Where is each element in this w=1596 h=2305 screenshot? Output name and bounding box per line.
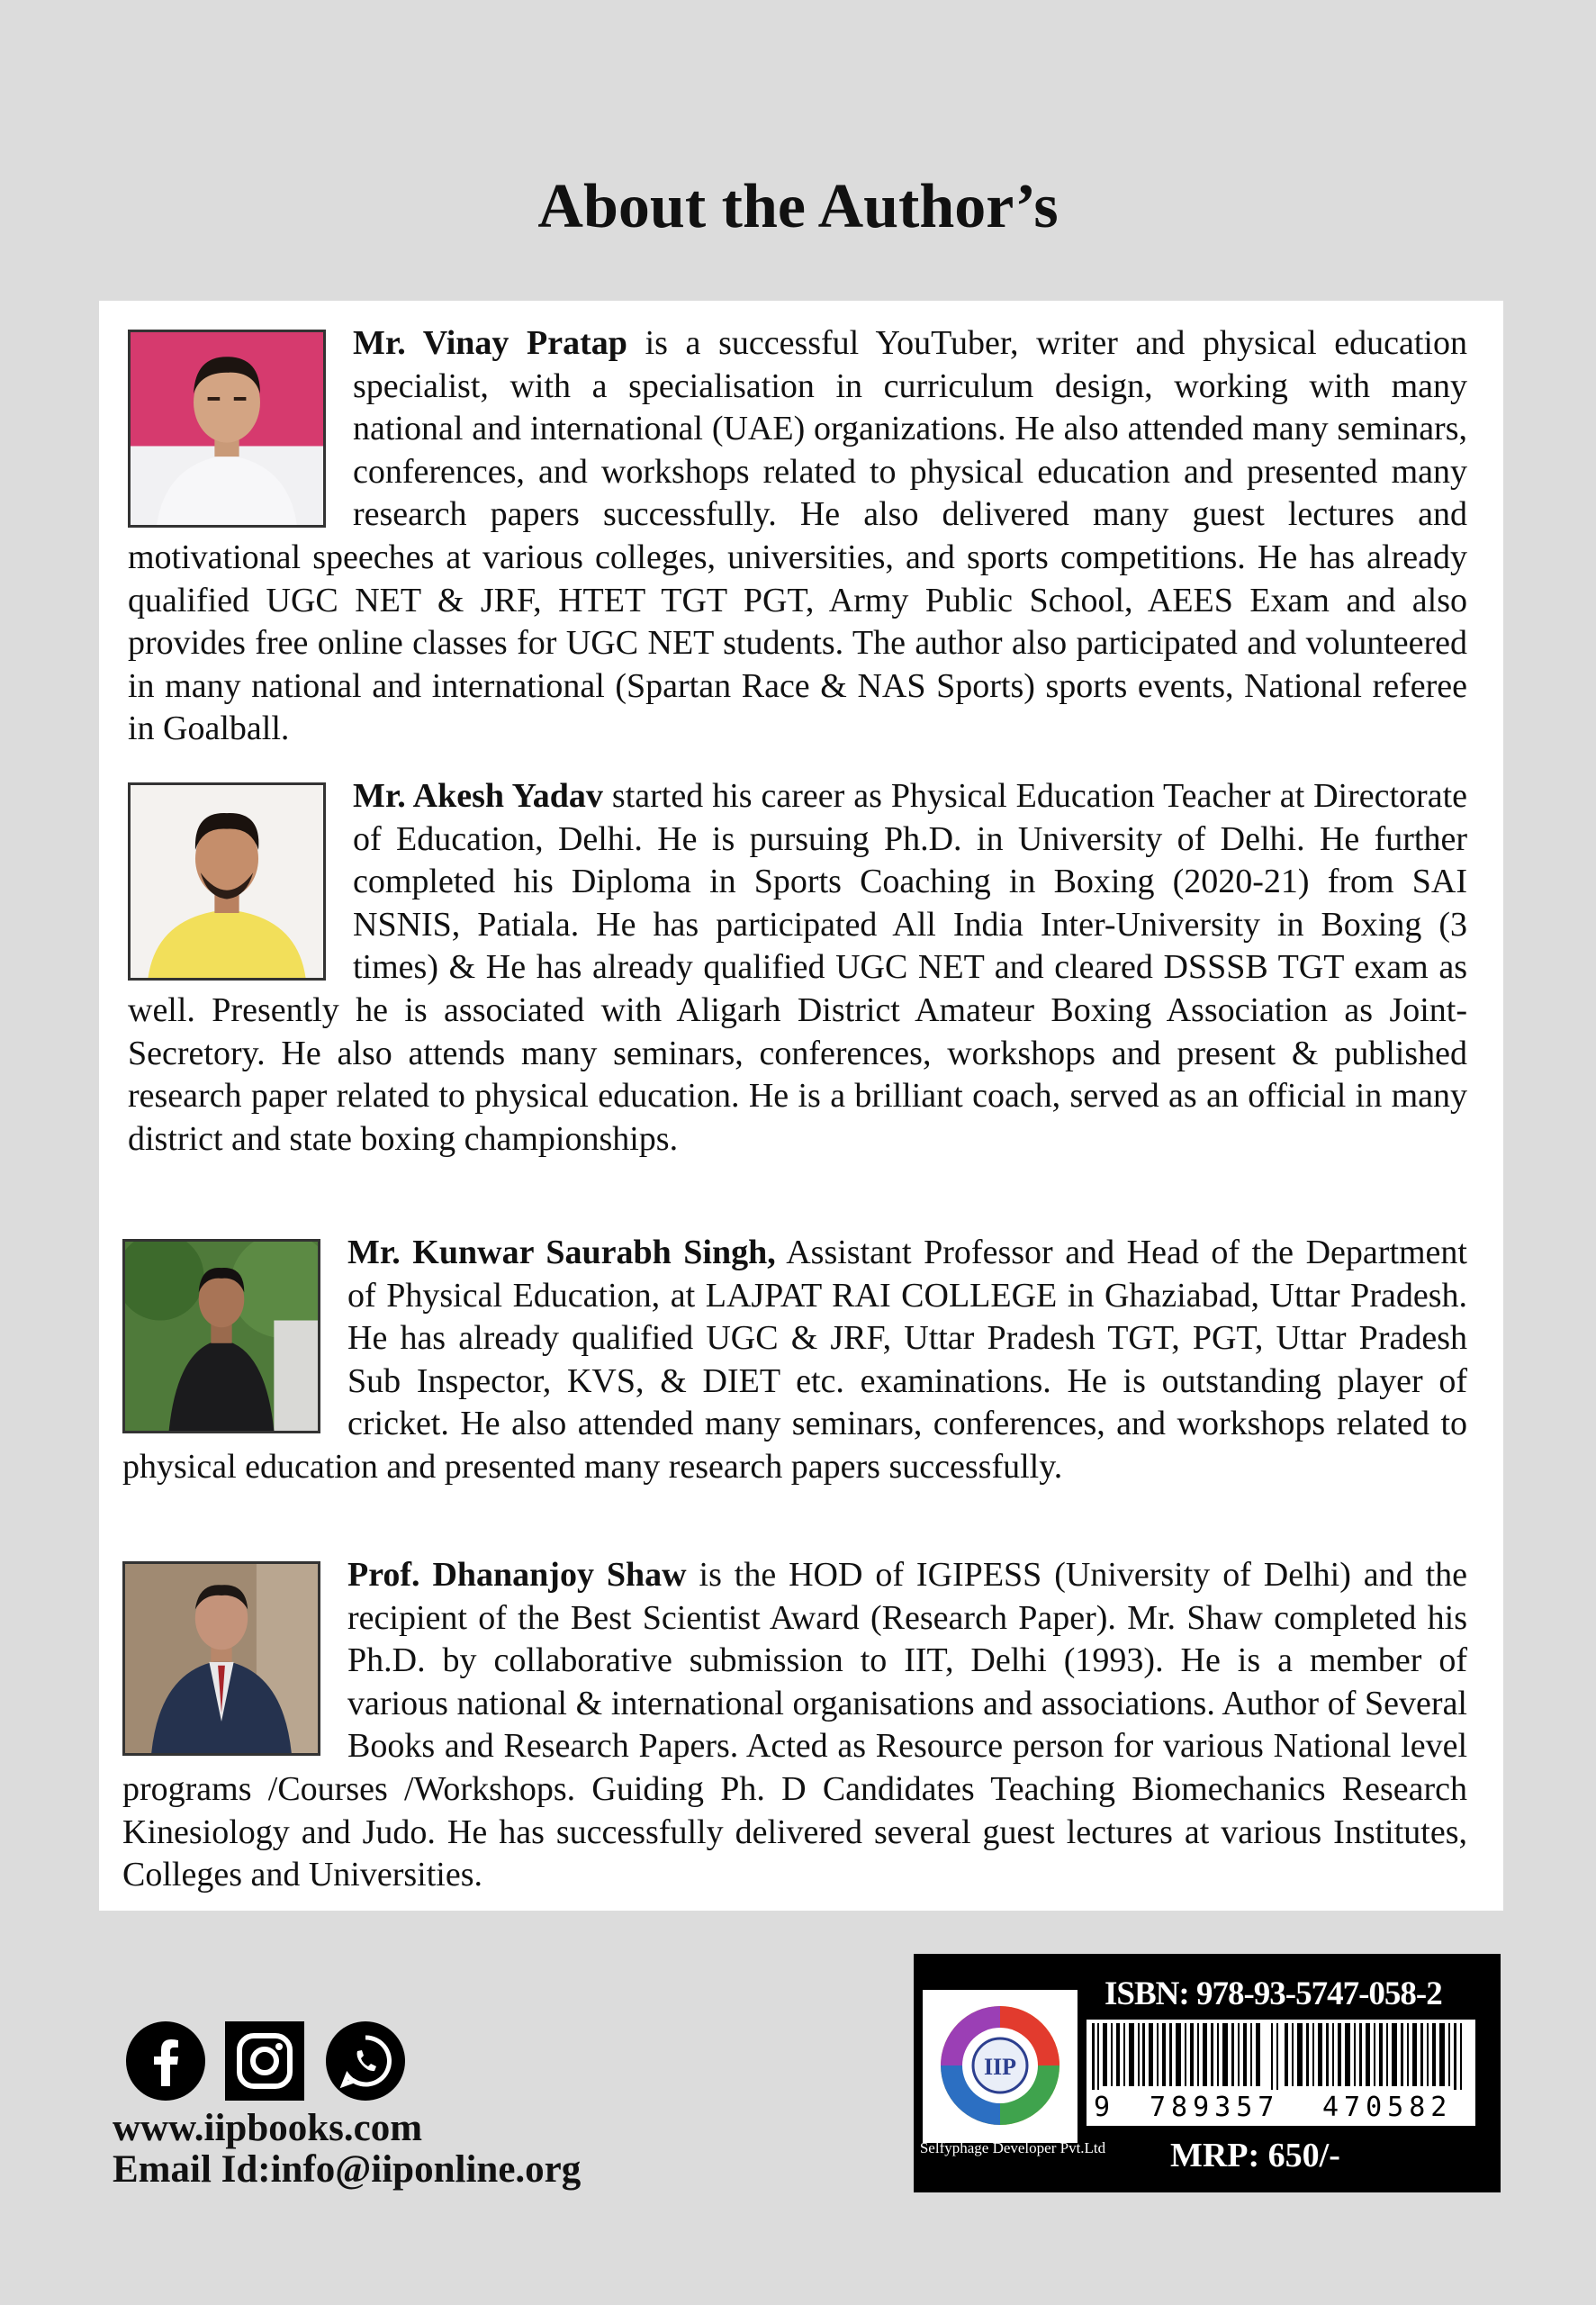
author-text-kunwar-saurabh-singh: Assistant Professor and Head of the Department of Physical Education, at LAJPAT RAI COLLEGE in Ghaziabad, Uttar Pradesh. He has already qualified UGC & JRF, Uttar Pradesh TGT, PGT, Uttar Pradesh Sub Inspector, KVS, & DIET etc. examinations. He is outstanding player of cricket. He also attended many seminars, conferences, and workshops related to physical education and presented many research papers successfully.: [122, 1234, 1467, 1486]
author-name-kunwar-saurabh-singh: Mr. Kunwar Saurabh Singh,: [347, 1234, 776, 1271]
page-title: About the Author’s: [537, 172, 1059, 241]
author-photo-vinay-pratap: [128, 330, 326, 528]
author-bio-kunwar-saurabh-singh: [122, 1232, 1467, 1489]
logo-text: IIP: [983, 2054, 1017, 2080]
author-name-akesh-yadav: Mr. Akesh Yadav: [353, 777, 603, 815]
author-name-dhananjoy-shaw: Prof. Dhananjoy Shaw: [347, 1556, 687, 1594]
author-photo-kunwar-saurabh-singh: [122, 1239, 320, 1433]
facebook-icon[interactable]: [126, 2021, 205, 2101]
author-text-vinay-pratap: is a successful YouTuber, writer and physical education specialist, with a specialisation in curriculum design, working with many national and international (UAE) organizations. He also attended many seminars, conferences, and workshops related to physical education and presented many research papers successfully. He also delivered many guest lectures and motivational speeches at various colleges, universities, and sports competitions. He has already qualified UGC NET & JRF, HTET TGT PGT, Army Public School, AEES Exam and also provides free online classes for UGC NET students. The author also participated and volunteered in many national and international (Spartan Race & NAS Sports) sports events, National referee in Goalball.: [128, 324, 1467, 748]
publisher-logo: [923, 1990, 1078, 2143]
email-text[interactable]: Email Id:info@iiponline.org: [113, 2148, 582, 2191]
publisher-name: Selfyphage Developer Pvt.Ltd: [919, 2139, 1106, 2156]
instagram-icon[interactable]: [225, 2021, 304, 2101]
website-link[interactable]: www.iipbooks.com: [113, 2107, 423, 2149]
barcode-digit-prefix: 9: [1094, 2092, 1111, 2123]
barcode-digits: [1087, 2090, 1475, 2126]
author-bio-akesh-yadav: [128, 775, 1467, 1161]
isbn-label: ISBN: 978-93-5747-058-2: [1105, 1975, 1442, 2012]
author-text-dhananjoy-shaw: is the HOD of IGIPESS (University of Delhi) and the recipient of the Best Scientist Award (Research Paper). Mr. Shaw completed his Ph.D. by collaborative submission to IIT, Delhi (1993). He is a member of various national & international organisations and associations. Author of Several Books and Research Papers. Acted as Resource person for various National level programs /Courses /Workshops. Guiding Ph. D Candidates Teaching Biomechanics Research Kinesiology and Judo. He has successfully delivered several guest lectures at various Institutes, Colleges and Universities.: [122, 1556, 1467, 1894]
social-icons: [126, 2021, 414, 2102]
author-bio-dhananjoy-shaw: [122, 1554, 1467, 1897]
author-photo-dhananjoy-shaw: [122, 1561, 320, 1756]
barcode-digit-group-1: 789357: [1150, 2092, 1280, 2123]
author-name-vinay-pratap: Mr. Vinay Pratap: [353, 324, 627, 362]
authors-panel: [99, 301, 1503, 1911]
barcode-digit-group-2: 470582: [1322, 2092, 1453, 2123]
whatsapp-icon[interactable]: [326, 2021, 405, 2101]
mrp-price: MRP: 650/-: [1170, 2137, 1340, 2174]
author-photo-akesh-yadav: [128, 782, 326, 981]
author-bio-vinay-pratap: [128, 322, 1467, 751]
author-text-akesh-yadav: started his career as Physical Education Teacher at Directorate of Education, Delhi. He is pursuing Ph.D. in University of Delhi. He further completed his Diploma in Sports Coaching in Boxing (2020-21) from SAI NSNIS, Patiala. He has participated All India Inter-University in Boxing (3 times) & He has already qualified UGC NET and cleared DSSSB TGT exam as well. Presently he is associated with Aligarh District Amateur Boxing Association as Joint- Secretory. He also attends many seminars, conferences, workshops and present & published research paper related to physical education. He is a brilliant coach, served as an official in many district and state boxing championships.: [128, 777, 1467, 1158]
